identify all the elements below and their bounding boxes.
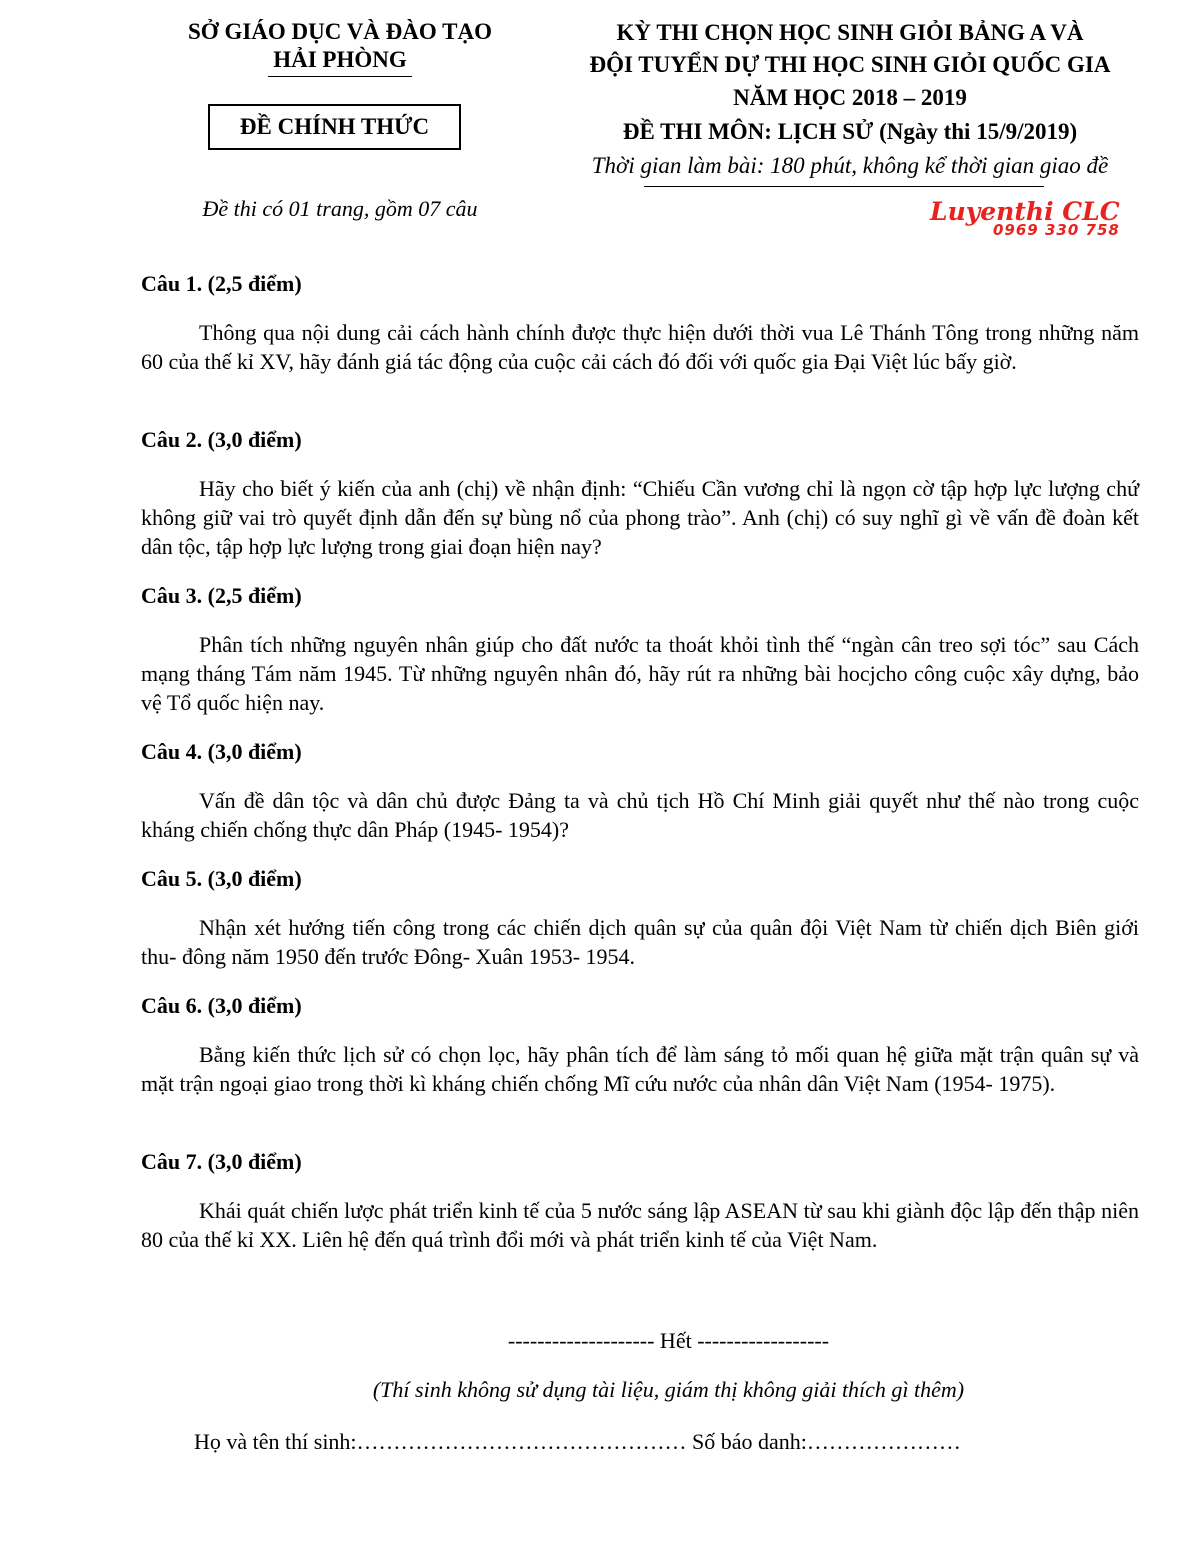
question-7	[141, 1148, 1139, 1268]
city-underline	[268, 76, 412, 77]
question-text: Khái quát chiến lược phát triển kinh tế của 5 nước sáng lập ASEAN từ sau khi giành độc lập đến thập niên 80 của thế kỉ XX. Liên hệ đến quá trình đổi mới và phát triển kinh tế của Việt Nam.	[141, 1198, 1139, 1252]
question-list	[141, 270, 1139, 1268]
question-4	[141, 738, 1139, 865]
page-count-note: Đề thi có 01 trang, gồm 07 câu	[202, 196, 478, 221]
exam-subject: ĐỀ THI MÔN: LỊCH SỬ (Ngày thi 15/9/2019)	[622, 119, 1078, 144]
question-text: Phân tích những nguyên nhân giúp cho đất nước ta thoát khỏi tình thế “ngàn cân treo sợi tóc” sau Cách mạng tháng Tám năm 1945. Từ những nguyên nhân đó, hãy rút ra những bài hocjcho công cuộc xây dựng, bảo vệ Tổ quốc hiện nay.	[141, 632, 1139, 715]
question-heading: Câu 4. (3,0 điểm)	[141, 739, 302, 764]
exam-rules-note: (Thí sinh không sử dụng tài liệu, giám thị không giải thích gì thêm)	[372, 1377, 965, 1402]
question-2	[141, 426, 1139, 582]
candidate-info-line: Họ và tên thí sinh:……………………………………… Số báo danh:…………………	[194, 1429, 961, 1454]
exam-title-line-2: ĐỘI TUYỂN DỰ THI HỌC SINH GIỎI QUỐC GIA	[589, 52, 1111, 77]
question-3	[141, 582, 1139, 738]
question-heading: Câu 2. (3,0 điểm)	[141, 427, 302, 452]
question-heading: Câu 3. (2,5 điểm)	[141, 583, 302, 608]
question-text: Thông qua nội dung cải cách hành chính được thực hiện dưới thời vua Lê Thánh Tông trong những năm 60 của thế kỉ XV, hãy đánh giá tác động của cuộc cải cách đó đối với quốc gia Đại Việt lúc bấy giờ.	[141, 320, 1139, 374]
question-text: Vấn đề dân tộc và dân chủ được Đảng ta và chủ tịch Hồ Chí Minh giải quyết như thế nào trong cuộc kháng chiến chống thực dân Pháp (1945- 1954)?	[141, 788, 1139, 842]
watermark-phone: 0969 330 758	[993, 221, 1120, 239]
question-text: Bằng kiến thức lịch sử có chọn lọc, hãy phân tích để làm sáng tỏ mối quan hệ giữa mặt trận quân sự và mặt trận ngoại giao trong thời kì kháng chiến chống Mĩ cứu nước của nhân dân Việt Nam (1954- 1975).	[141, 1042, 1139, 1096]
official-exam-badge: ĐỀ CHÍNH THỨC	[208, 104, 461, 150]
question-1	[141, 270, 1139, 426]
watermark-brand: Luyenthi CLC	[930, 197, 1120, 226]
school-year: NĂM HỌC 2018 – 2019	[733, 85, 967, 110]
question-heading: Câu 5. (3,0 điểm)	[141, 866, 302, 891]
city-name: HẢI PHÒNG	[273, 47, 407, 72]
question-text: Nhận xét hướng tiến công trong các chiến dịch quân sự của quân đội Việt Nam từ chiến dịch Biên giới thu- đông năm 1950 đến trước Đông- Xuân 1953- 1954.	[141, 915, 1139, 969]
duration-underline	[644, 186, 1044, 187]
question-heading: Câu 7. (3,0 điểm)	[141, 1149, 302, 1174]
question-text: Hãy cho biết ý kiến của anh (chị) về nhận định: “Chiếu Cần vương chỉ là ngọn cờ tập hợp lực lượng chứ không giữ vai trò quyết định dẫn đến sự bùng nổ của phong trào”. Anh (chị) có suy nghĩ gì về vấn đề đoàn kết dân tộc, tập hợp lực lượng trong giai đoạn hiện nay?	[141, 476, 1139, 559]
question-heading: Câu 6. (3,0 điểm)	[141, 993, 302, 1018]
exam-title-line-1: KỲ THI CHỌN HỌC SINH GIỎI BẢNG A VÀ	[616, 20, 1084, 45]
question-5	[141, 865, 1139, 992]
question-6	[141, 992, 1139, 1148]
end-marker: -------------------- Hết ------------------	[507, 1328, 830, 1353]
exam-duration: Thời gian làm bài: 180 phút, không kể thời gian giao đề	[591, 153, 1109, 178]
question-heading: Câu 1. (2,5 điểm)	[141, 271, 302, 296]
department-name: SỞ GIÁO DỤC VÀ ĐÀO TẠO	[188, 19, 492, 44]
